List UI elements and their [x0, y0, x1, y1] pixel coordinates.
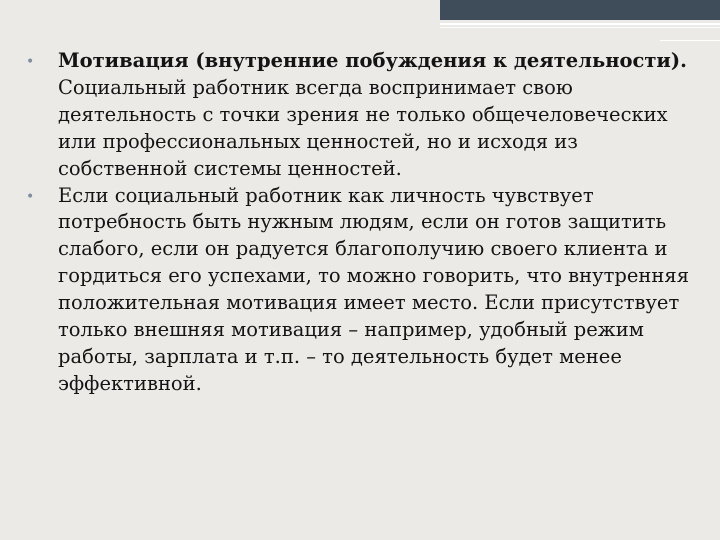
decorative-line — [660, 40, 720, 41]
bullet-bold-heading: Мотивация (внутренние побуждения к деятельности). — [58, 49, 687, 72]
bullet-text: Если социальный работник как личность чувствует потребность быть нужным людям, если он готов защитить слабого, если он радуется благополучию своего клиента и гордиться его успехами, то можно говорить, что внутренняя положительная мотивация имеет место. Если присутствует только внешняя мотивация – например, удобный режим работы, зарплата и т.п. – то деятельность будет менее эффективной. — [58, 183, 690, 395]
bullet-icon: • — [26, 188, 35, 205]
decorative-line — [440, 27, 720, 28]
bullet-text: Социальный работник всегда воспринимает свою деятельность с точки зрения не только общечеловеческих или профессиональных ценностей, но и исходя из собственной системы ценностей. — [58, 75, 668, 180]
slide-content — [26, 48, 696, 398]
bullet-item — [26, 183, 696, 398]
bullet-list — [26, 48, 696, 398]
bullet-item — [26, 48, 696, 183]
decorative-line — [440, 23, 720, 25]
top-decorative-band — [440, 0, 720, 20]
bullet-icon: • — [26, 54, 35, 70]
